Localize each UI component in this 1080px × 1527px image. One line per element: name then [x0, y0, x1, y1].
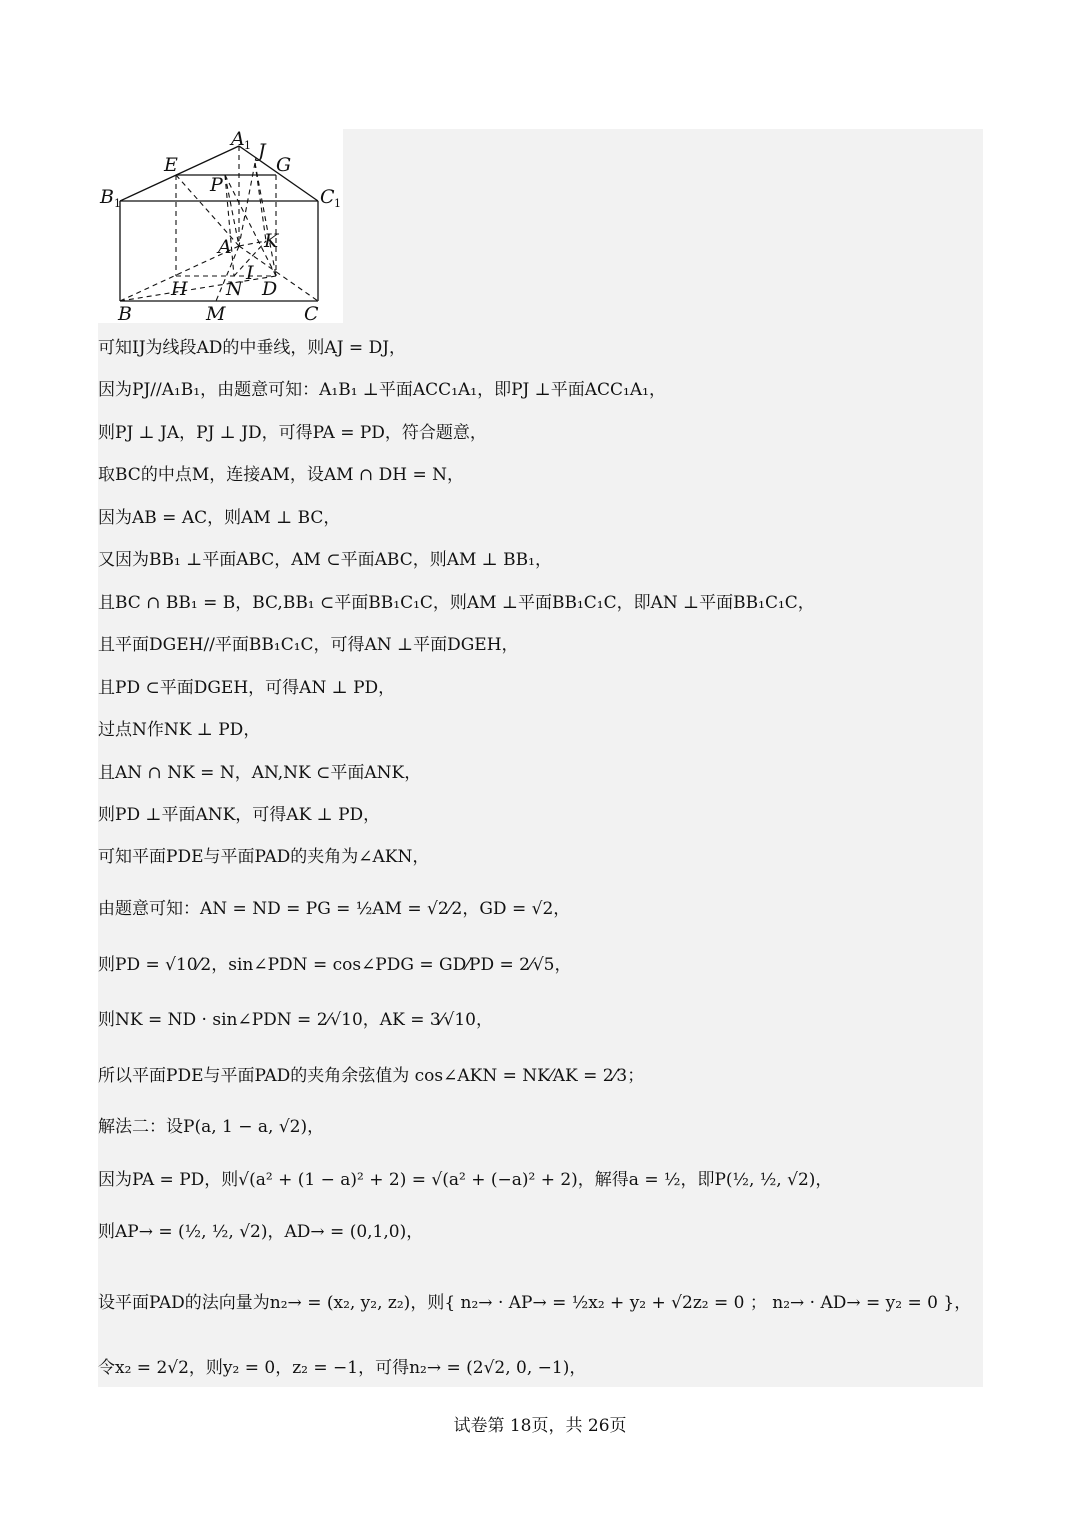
geometry-figure	[98, 129, 343, 323]
text-line: 则PD ⊥平面ANK，可得AK ⊥ PD，	[98, 805, 381, 825]
text-line: 令x₂ = 2√2，则y₂ = 0，z₂ = −1，可得n₂→ = (2√2, 0, −1)，	[98, 1358, 587, 1378]
label-G: G	[276, 154, 292, 176]
text-line: 则AP→ = (½, ½, √2)，AD→ = (0,1,0)，	[98, 1222, 424, 1242]
label-N: N	[226, 278, 243, 300]
text-line: 由题意可知：AN = ND = PG = ½AM = √2⁄2，GD = √2，	[98, 899, 571, 919]
text-line: 又因为BB₁ ⊥平面ABC，AM ⊂平面ABC，则AM ⊥ BB₁，	[98, 550, 552, 570]
label-B1-sub: 1	[114, 197, 121, 210]
label-I: I	[246, 262, 254, 284]
label-P: P	[210, 174, 223, 196]
text-line: 所以平面PDE与平面PAD的夹角余弦值为 cos∠AKN = NK⁄AK = 2⁄3；	[98, 1066, 645, 1086]
label-J: J	[258, 140, 266, 162]
text-line: 可知平面PDE与平面PAD的夹角为∠AKN，	[98, 847, 430, 867]
text-line: 因为PJ//A₁B₁，由题意可知：A₁B₁ ⊥平面ACC₁A₁，即PJ ⊥平面ACC₁A₁，	[98, 380, 666, 400]
text-line: 且平面DGEH//平面BB₁C₁C，可得AN ⊥平面DGEH，	[98, 635, 519, 655]
text-line: 取BC的中点M，连接AM，设AM ∩ DH = N，	[98, 465, 465, 485]
text-line: 因为AB = AC，则AM ⊥ BC，	[98, 508, 341, 528]
label-H: H	[171, 278, 188, 300]
text-line: 且PD ⊂平面DGEH，可得AN ⊥ PD，	[98, 678, 396, 698]
text-line: 则PJ ⊥ JA，PJ ⊥ JD，可得PA = PD，符合题意，	[98, 423, 487, 443]
label-A: A	[218, 236, 232, 258]
text-line: 解法二：设P(a, 1 − a, √2)，	[98, 1117, 325, 1137]
label-A1-sub: 1	[244, 139, 251, 152]
label-B1: B	[100, 186, 114, 208]
label-M: M	[206, 303, 226, 323]
text-line: 则PD = √10⁄2，sin∠PDN = cos∠PDG = GD⁄PD = 2⁄√5，	[98, 955, 572, 975]
text-line: 且BC ∩ BB₁ = B，BC,BB₁ ⊂平面BB₁C₁C，则AM ⊥平面BB₁C₁C，即AN ⊥平面BB₁C₁C，	[98, 593, 815, 613]
text-line: 可知IJ为线段AD的中垂线，则AJ = DJ，	[98, 338, 407, 358]
text-line: 则NK = ND · sin∠PDN = 2⁄√10，AK = 3⁄√10，	[98, 1010, 493, 1030]
label-D: D	[262, 278, 278, 300]
label-C1: C	[320, 186, 335, 208]
label-C1-sub: 1	[334, 197, 341, 210]
label-A1: A	[231, 129, 245, 150]
text-line: 且AN ∩ NK = N，AN,NK ⊂平面ANK，	[98, 763, 422, 783]
label-B: B	[118, 303, 132, 323]
prism-diagram	[98, 129, 343, 323]
text-line: 过点N作NK ⊥ PD，	[98, 720, 261, 740]
label-K: K	[264, 230, 279, 252]
page-footer: 试卷第 18页，共 26页	[453, 1416, 627, 1436]
text-line: 设平面PAD的法向量为n₂→ = (x₂, y₂, z₂)，则{ n₂→ · AP→ = ½x₂ + y₂ + √2z₂ = 0 ； n₂→ · AD→ = y₂ = 0 }，	[98, 1293, 972, 1313]
label-E: E	[164, 154, 178, 176]
solution-panel	[98, 129, 983, 1387]
label-C: C	[304, 303, 319, 323]
text-line: 因为PA = PD，则√(a² + (1 − a)² + 2) = √(a² + (−a)² + 2)，解得a = ½，即P(½, ½, √2)，	[98, 1170, 833, 1190]
